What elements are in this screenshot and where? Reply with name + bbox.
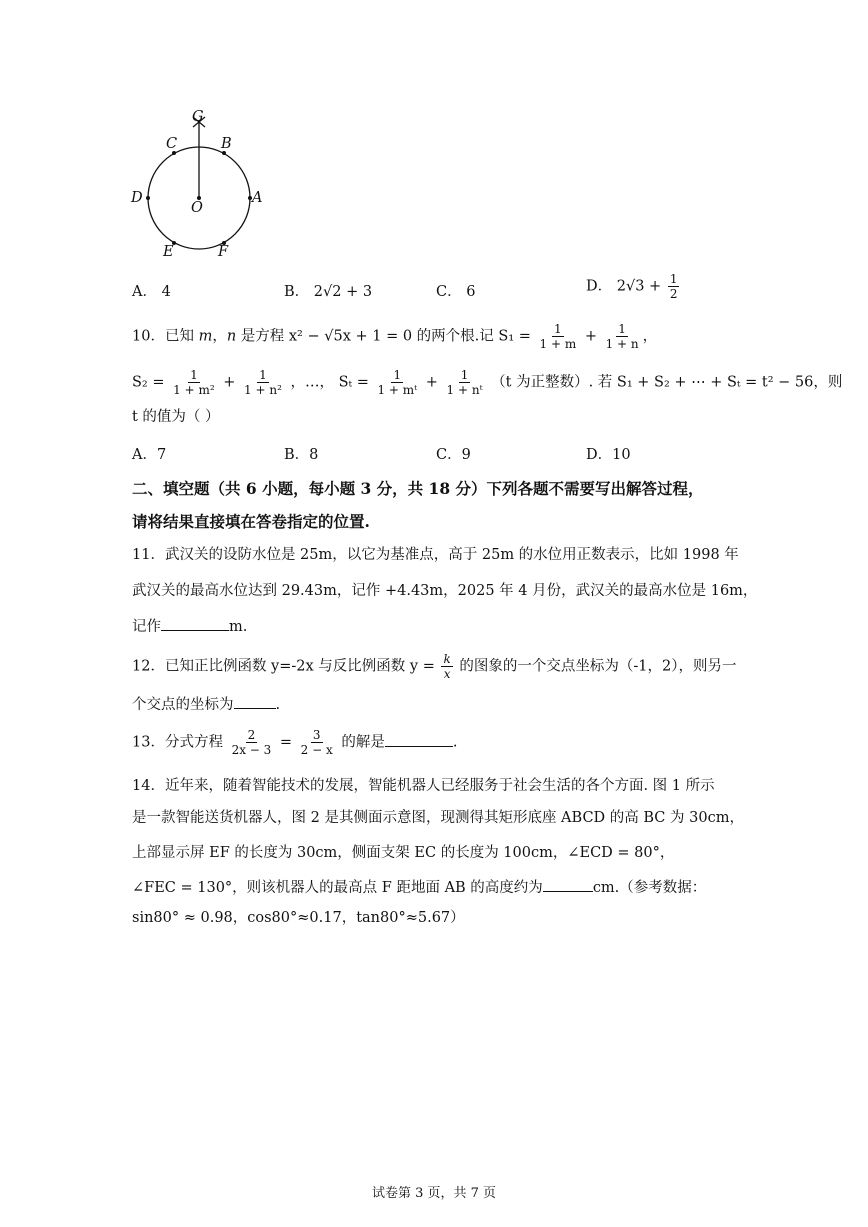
q11-line2: 武汉关的最高水位达到 29.43m，记作 +4.43m，2025 年 4 月份，武汉关的最高水位是 16m，	[132, 583, 758, 599]
option-label: B．	[284, 284, 310, 300]
q10-text: ，	[212, 328, 227, 345]
label-f: F	[218, 244, 229, 260]
fraction: $\frac{1}{\text{1 + mᵗ}}$	[377, 368, 418, 397]
label-g: G	[192, 109, 204, 125]
label-d: D	[131, 190, 143, 206]
fraction: $\frac{1}{1 + m}$	[539, 322, 577, 351]
q14-line5: sin80° ≈ 0.98，cos80°≈0.17，tan80°≈5.67）	[132, 910, 465, 926]
q12-line1	[132, 652, 736, 681]
option-value: 2√3 +	[616, 278, 662, 295]
q12-text: 个交点的坐标为	[132, 697, 234, 713]
q9-option-d	[586, 272, 681, 301]
q13-text: 的解是	[341, 734, 385, 751]
q14-line1: 14．近年来，随着智能技术的发展，智能机器人已经服务于社会生活的各个方面. 图 1 所示	[132, 778, 715, 794]
q10-text: 是方程 x² − √5x + 1 = 0 的两个根.记 S₁ =	[236, 328, 531, 345]
q11-text: m.	[229, 619, 248, 635]
q10-text: （t 为正整数）. 若 S₁ + S₂ + ⋯ + Sₜ = t² − 56，则	[491, 374, 843, 391]
plus-sign: +	[425, 374, 438, 391]
section-heading-line1: 二、填空题（共 6 小题，每小题 3 分，共 18 分）下列各题不需要写出解答过程，	[132, 479, 704, 498]
answer-blank[interactable]	[161, 614, 229, 631]
fraction: $\frac{2}{2x - 3}$	[231, 728, 272, 757]
label-c: C	[166, 136, 178, 152]
q14-line2: 是一款智能送货机器人，图 2 是其侧面示意图，现测得其矩形底座 ABCD 的高 BC 为 30cm，	[132, 810, 744, 826]
q10-option-d: D．10	[586, 447, 631, 463]
q10-text: 10．已知	[132, 328, 199, 345]
q14-line4	[132, 875, 706, 898]
q10-text: ，	[642, 328, 658, 345]
q10-option-a: A．7	[132, 447, 167, 463]
answer-blank[interactable]	[385, 730, 453, 747]
option-value: 2√2 + 3	[313, 284, 373, 300]
fraction: $\frac{1}{2}$	[669, 272, 678, 301]
q9-option-c	[436, 280, 475, 301]
q11-line3	[132, 614, 247, 637]
label-o: O	[191, 200, 203, 216]
option-label: C．	[436, 284, 462, 300]
section-heading-line2: 请将结果直接填在答卷指定的位置.	[132, 512, 370, 531]
option-value: 6	[466, 284, 476, 300]
q11-text: 记作	[132, 619, 161, 635]
q10-line3: t 的值为（ ）	[132, 409, 220, 425]
q10-line2	[132, 368, 842, 397]
var-m: m	[198, 328, 213, 345]
point-d	[146, 196, 150, 200]
option-value: 4	[161, 284, 171, 300]
page-footer: 试卷第 3 页，共 7 页	[371, 1186, 497, 1201]
q13-text: 13．分式方程	[132, 734, 223, 751]
q12-text: 的图象的一个交点坐标为（-1，2），则另一	[459, 658, 737, 675]
label-a: A	[252, 190, 263, 206]
q12-text: 12．已知正比例函数 y=-2x 与反比例函数 y =	[132, 658, 435, 675]
q12-line2	[132, 692, 280, 715]
circle-figure	[120, 105, 280, 265]
q11-line1: 11．武汉关的设防水位是 25m，以它为基准点，高于 25m 的水位用正数表示，比如 1998 年	[132, 547, 739, 563]
plus-sign: +	[223, 374, 236, 391]
fraction: $\frac{1}{\text{1 + nᵗ}}$	[446, 368, 483, 397]
option-label: A．	[132, 284, 157, 300]
q10-option-b: B．8	[284, 447, 319, 463]
q10-text: Sₜ =	[338, 374, 369, 391]
option-label: D．	[586, 278, 613, 295]
q14-line3: 上部显示屏 EF 的长度为 30cm，侧面支架 EC 的长度为 100cm，∠ECD = 80°，	[132, 845, 675, 861]
q10-text: ，…，	[290, 374, 334, 391]
q10-line1	[132, 322, 657, 351]
answer-blank[interactable]	[234, 692, 276, 709]
q12-text: .	[275, 697, 281, 713]
fraction: $\frac{3}{2 - x}$	[300, 728, 333, 757]
q14-text: cm.（参考数据：	[592, 880, 707, 896]
answer-blank[interactable]	[543, 875, 593, 892]
fraction: $\frac{1}{\text{1 + m²}}$	[173, 368, 215, 397]
fraction-k-over-x: $\frac{k}{x}$	[443, 652, 451, 681]
q13-text: .	[452, 734, 458, 751]
q9-option-b	[284, 280, 372, 301]
q14-text: ∠FEC = 130°，则该机器人的最高点 F 距地面 AB 的高度约为	[132, 880, 543, 896]
equals-sign: =	[279, 734, 293, 751]
label-e: E	[163, 244, 174, 260]
plus-sign: +	[584, 328, 597, 345]
label-b: B	[221, 136, 232, 152]
q10-text: S₂ =	[132, 374, 165, 391]
fraction: $\frac{1}{\text{1 + n²}}$	[244, 368, 282, 397]
q10-option-c: C．9	[436, 447, 471, 463]
var-n: n	[226, 328, 237, 345]
fraction: $\frac{1}{1 + n}$	[605, 322, 639, 351]
q9-option-a	[132, 280, 171, 301]
q13-line	[132, 728, 457, 757]
